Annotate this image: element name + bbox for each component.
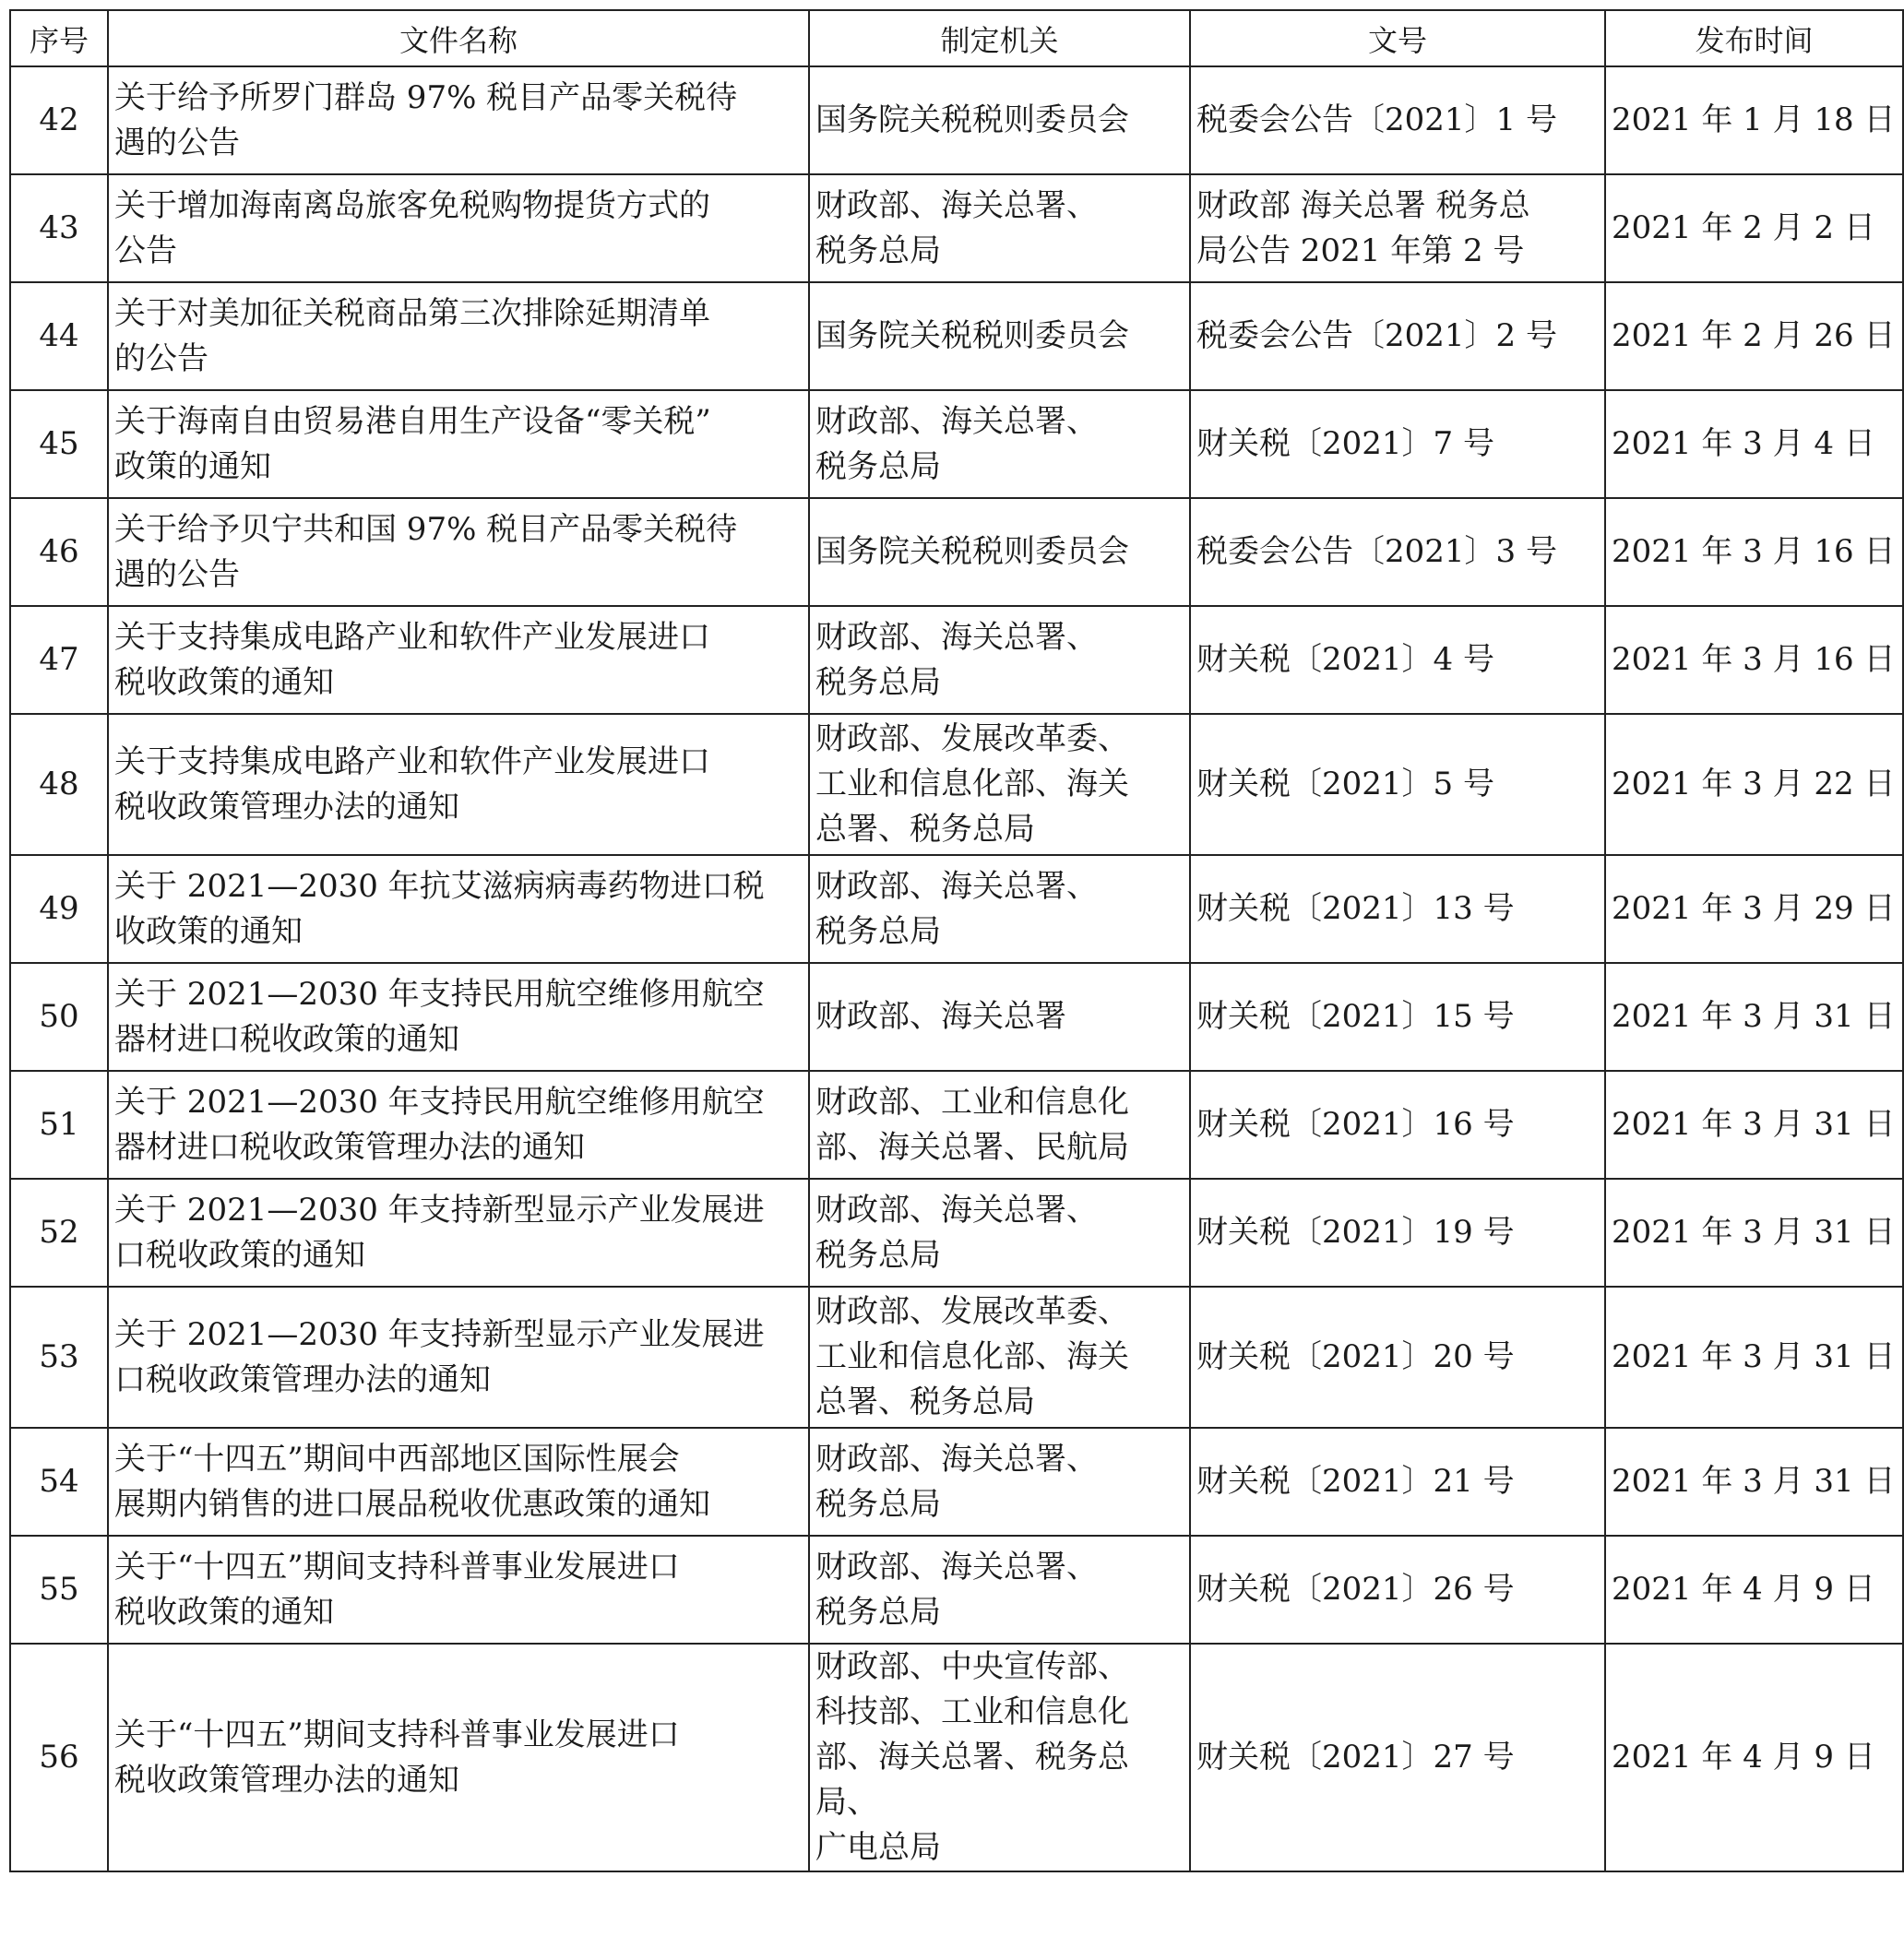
cell-date: 2021 年 3 月 16 日 <box>1605 606 1903 714</box>
table-row <box>10 714 1903 855</box>
cell-doc-no: 税委会公告〔2021〕1 号 <box>1190 66 1605 174</box>
table-row <box>10 1071 1903 1179</box>
cell-date: 2021 年 1 月 18 日 <box>1605 66 1903 174</box>
cell-no: 52 <box>10 1179 108 1287</box>
table-row <box>10 963 1903 1071</box>
table-row <box>10 1536 1903 1644</box>
cell-name: 关于 2021—2030 年抗艾滋病病毒药物进口税 收政策的通知 <box>108 855 809 963</box>
cell-date: 2021 年 4 月 9 日 <box>1605 1536 1903 1644</box>
table-row <box>10 855 1903 963</box>
cell-name: 关于“十四五”期间支持科普事业发展进口 税收政策管理办法的通知 <box>108 1644 809 1871</box>
cell-issuer: 国务院关税税则委员会 <box>809 498 1190 606</box>
cell-issuer: 国务院关税税则委员会 <box>809 66 1190 174</box>
cell-issuer: 财政部、海关总署、 税务总局 <box>809 1179 1190 1287</box>
table-header-row <box>10 10 1903 66</box>
header-date: 发布时间 <box>1605 10 1903 66</box>
cell-name: 关于“十四五”期间支持科普事业发展进口 税收政策的通知 <box>108 1536 809 1644</box>
table-row <box>10 1179 1903 1287</box>
cell-issuer: 财政部、中央宣传部、 科技部、工业和信息化 部、海关总署、税务总局、 广电总局 <box>809 1644 1190 1871</box>
cell-no: 49 <box>10 855 108 963</box>
cell-date: 2021 年 3 月 31 日 <box>1605 1428 1903 1536</box>
header-issuer: 制定机关 <box>809 10 1190 66</box>
cell-no: 44 <box>10 282 108 390</box>
cell-name: 关于给予所罗门群岛 97% 税目产品零关税待 遇的公告 <box>108 66 809 174</box>
cell-date: 2021 年 3 月 31 日 <box>1605 1179 1903 1287</box>
cell-no: 42 <box>10 66 108 174</box>
cell-issuer: 财政部、海关总署、 税务总局 <box>809 855 1190 963</box>
cell-doc-no: 财关税〔2021〕26 号 <box>1190 1536 1605 1644</box>
cell-name: 关于增加海南离岛旅客免税购物提货方式的 公告 <box>108 174 809 282</box>
table-row <box>10 174 1903 282</box>
cell-name: 关于海南自由贸易港自用生产设备“零关税” 政策的通知 <box>108 390 809 498</box>
table-body <box>10 66 1903 1871</box>
cell-name: 关于 2021—2030 年支持新型显示产业发展进 口税收政策的通知 <box>108 1179 809 1287</box>
cell-name: 关于 2021—2030 年支持新型显示产业发展进 口税收政策管理办法的通知 <box>108 1287 809 1428</box>
cell-date: 2021 年 3 月 31 日 <box>1605 1287 1903 1428</box>
cell-no: 55 <box>10 1536 108 1644</box>
header-doc-no: 文号 <box>1190 10 1605 66</box>
cell-issuer: 国务院关税税则委员会 <box>809 282 1190 390</box>
table-row <box>10 390 1903 498</box>
table-row <box>10 498 1903 606</box>
cell-no: 50 <box>10 963 108 1071</box>
table-row <box>10 1287 1903 1428</box>
cell-doc-no: 税委会公告〔2021〕3 号 <box>1190 498 1605 606</box>
cell-issuer: 财政部、海关总署、 税务总局 <box>809 390 1190 498</box>
cell-name: 关于对美加征关税商品第三次排除延期清单 的公告 <box>108 282 809 390</box>
cell-doc-no: 财关税〔2021〕21 号 <box>1190 1428 1605 1536</box>
cell-no: 54 <box>10 1428 108 1536</box>
cell-date: 2021 年 4 月 9 日 <box>1605 1644 1903 1871</box>
cell-issuer: 财政部、工业和信息化 部、海关总署、民航局 <box>809 1071 1190 1179</box>
cell-doc-no: 财关税〔2021〕19 号 <box>1190 1179 1605 1287</box>
table-row <box>10 66 1903 174</box>
cell-doc-no: 财政部 海关总署 税务总 局公告 2021 年第 2 号 <box>1190 174 1605 282</box>
cell-no: 48 <box>10 714 108 855</box>
document-page <box>9 9 1904 1872</box>
cell-no: 47 <box>10 606 108 714</box>
cell-no: 45 <box>10 390 108 498</box>
cell-date: 2021 年 3 月 16 日 <box>1605 498 1903 606</box>
table-row <box>10 1428 1903 1536</box>
cell-doc-no: 财关税〔2021〕16 号 <box>1190 1071 1605 1179</box>
cell-date: 2021 年 2 月 26 日 <box>1605 282 1903 390</box>
cell-date: 2021 年 3 月 22 日 <box>1605 714 1903 855</box>
cell-issuer: 财政部、发展改革委、 工业和信息化部、海关 总署、税务总局 <box>809 714 1190 855</box>
cell-issuer: 财政部、海关总署 <box>809 963 1190 1071</box>
cell-no: 56 <box>10 1644 108 1871</box>
cell-no: 43 <box>10 174 108 282</box>
cell-doc-no: 财关税〔2021〕5 号 <box>1190 714 1605 855</box>
cell-name: 关于 2021—2030 年支持民用航空维修用航空 器材进口税收政策的通知 <box>108 963 809 1071</box>
cell-issuer: 财政部、海关总署、 税务总局 <box>809 606 1190 714</box>
table-row <box>10 1644 1903 1871</box>
header-no: 序号 <box>10 10 108 66</box>
cell-doc-no: 财关税〔2021〕15 号 <box>1190 963 1605 1071</box>
cell-doc-no: 财关税〔2021〕4 号 <box>1190 606 1605 714</box>
cell-no: 51 <box>10 1071 108 1179</box>
cell-issuer: 财政部、海关总署、 税务总局 <box>809 1536 1190 1644</box>
cell-date: 2021 年 3 月 4 日 <box>1605 390 1903 498</box>
cell-date: 2021 年 2 月 2 日 <box>1605 174 1903 282</box>
cell-date: 2021 年 3 月 31 日 <box>1605 1071 1903 1179</box>
cell-doc-no: 财关税〔2021〕20 号 <box>1190 1287 1605 1428</box>
cell-issuer: 财政部、海关总署、 税务总局 <box>809 174 1190 282</box>
cell-issuer: 财政部、发展改革委、 工业和信息化部、海关 总署、税务总局 <box>809 1287 1190 1428</box>
cell-name: 关于支持集成电路产业和软件产业发展进口 税收政策的通知 <box>108 606 809 714</box>
header-name: 文件名称 <box>108 10 809 66</box>
cell-doc-no: 财关税〔2021〕7 号 <box>1190 390 1605 498</box>
cell-doc-no: 财关税〔2021〕27 号 <box>1190 1644 1605 1871</box>
cell-no: 46 <box>10 498 108 606</box>
cell-issuer: 财政部、海关总署、 税务总局 <box>809 1428 1190 1536</box>
cell-name: 关于“十四五”期间中西部地区国际性展会 展期内销售的进口展品税收优惠政策的通知 <box>108 1428 809 1536</box>
cell-date: 2021 年 3 月 29 日 <box>1605 855 1903 963</box>
cell-name: 关于 2021—2030 年支持民用航空维修用航空 器材进口税收政策管理办法的通知 <box>108 1071 809 1179</box>
cell-date: 2021 年 3 月 31 日 <box>1605 963 1903 1071</box>
cell-name: 关于支持集成电路产业和软件产业发展进口 税收政策管理办法的通知 <box>108 714 809 855</box>
cell-doc-no: 税委会公告〔2021〕2 号 <box>1190 282 1605 390</box>
cell-no: 53 <box>10 1287 108 1428</box>
table-row <box>10 282 1903 390</box>
cell-doc-no: 财关税〔2021〕13 号 <box>1190 855 1605 963</box>
table-row <box>10 606 1903 714</box>
cell-name: 关于给予贝宁共和国 97% 税目产品零关税待 遇的公告 <box>108 498 809 606</box>
policy-document-table <box>9 9 1904 1872</box>
